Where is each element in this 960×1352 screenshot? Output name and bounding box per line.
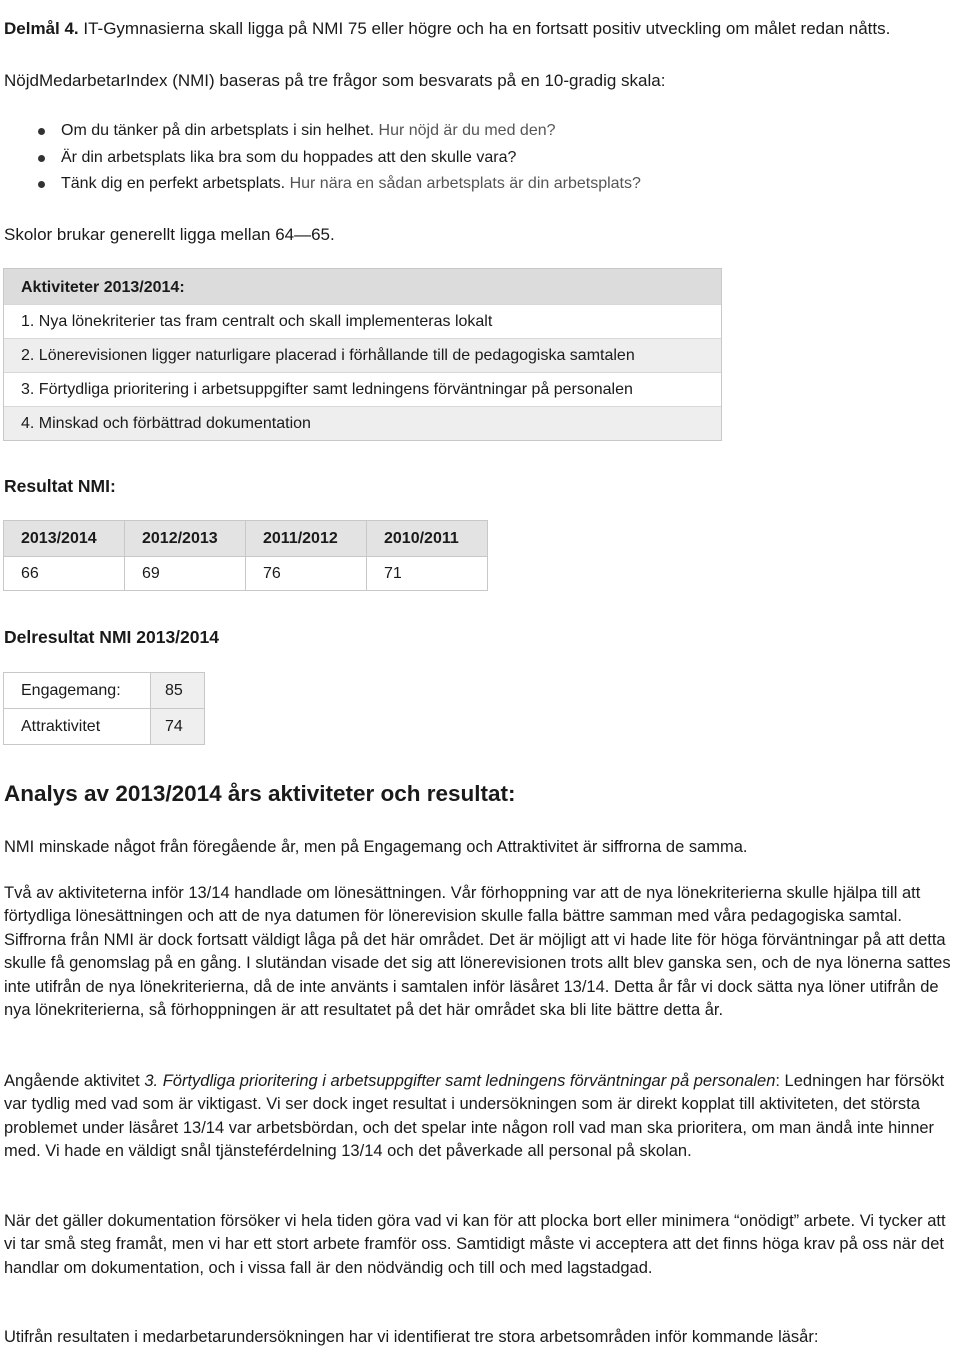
bullet-icon — [38, 155, 45, 162]
table-row — [4, 673, 205, 709]
list-item: Är din arbetsplats lika bra som du hoppades att den skulle vara? — [38, 145, 641, 172]
analysis-heading: Analys av 2013/2014 års aktiviteter och resultat: — [4, 781, 516, 806]
table-header-row — [4, 521, 488, 557]
header-cell: 2013/2014 — [4, 521, 125, 557]
header-cell: 2010/2011 — [367, 521, 488, 557]
nmi-intro: NöjdMedarbetarIndex (NMI) baseras på tre frågor som besvarats på en 10-gradig skala: — [4, 71, 666, 90]
table-row — [4, 557, 488, 591]
header-cell: 2011/2012 — [246, 521, 367, 557]
value-cell: 74 — [151, 709, 205, 745]
value-cell: 85 — [151, 673, 205, 709]
analysis-paragraph: Två av aktiviteterna inför 13/14 handlade om lönesättningen. Vår förhoppning var att de nya lönekriterierna skulle hjälpa till att förtydliga lönesättningen och att de nya datumen för lönerevision skulle falla bättre samman med våra pedagogiska samtal. Siffrorna från NMI är dock fortsatt väldigt låga på det här området. Det är möjligt att vi hade lite för höga förväntningar på att detta skulle få genomslag på en gång. I slutändan visade det sig att lönerevisionen trots allt blev ganska sen, och de nya lönerna sattes inte utifrån de nya lönekriterierna, då de inte använts i samtalen inför läsåret 13/14. Detta år får vi dock sätta nya löner utifrån de nya lönekriterierna, så förhoppningen är att resultatet på det här området ska bli lite bättre detta år. — [4, 884, 951, 1020]
goal-text: IT-Gymnasierna skall ligga på NMI 75 eller högre och ha en fortsatt positiv utveckling om målet redan nåtts. — [78, 19, 891, 38]
table-row — [4, 709, 205, 745]
question-list — [38, 118, 641, 198]
label-cell: Attraktivitet — [4, 709, 151, 745]
results-title: Resultat NMI: — [4, 476, 116, 496]
analysis-paragraph: Utifrån resultaten i medarbetarundersökningen har vi identifierat tre stora arbetsområden inför kommande läsår: — [4, 1328, 819, 1346]
activities-table — [3, 268, 722, 441]
bullet-icon — [38, 128, 45, 135]
value-cell: 69 — [125, 557, 246, 591]
activity-row: 4. Minskad och förbättrad dokumentation — [4, 406, 721, 440]
list-item: Om du tänker på din arbetsplats i sin helhet. Hur nöjd är du med den? — [38, 118, 641, 145]
label-cell: Engagemang: — [4, 673, 151, 709]
results-table — [3, 520, 488, 591]
bullet-icon — [38, 181, 45, 188]
goal-label: Delmål 4. — [4, 19, 79, 38]
activity-row: 3. Förtydliga prioritering i arbetsuppgifter samt ledningens förväntningar på personalen — [4, 372, 721, 406]
activities-title: Aktiviteter 2013/2014: — [4, 269, 721, 304]
typical-range-note: Skolor brukar generellt ligga mellan 64—65. — [4, 225, 335, 244]
activity-row: 1. Nya lönekriterier tas fram centralt och skall implementeras lokalt — [4, 304, 721, 338]
value-cell: 76 — [246, 557, 367, 591]
analysis-paragraph: När det gäller dokumentation försöker vi hela tiden göra vad vi kan för att plocka bort eller minimera “onödigt” arbete. Vi tycker att vi tar små steg framåt, men vi har ett stort arbete framför oss. Samtidigt måste vi acceptera att det finns höga krav på oss när det handlar om dokumentation, och i vissa fall är den nödvändig och till och med lagstadgad. — [4, 1212, 946, 1277]
goal-statement — [4, 17, 952, 40]
value-cell: 66 — [4, 557, 125, 591]
header-cell: 2012/2013 — [125, 521, 246, 557]
analysis-paragraph: Angående aktivitet 3. Förtydliga prioritering i arbetsuppgifter samt ledningens förväntningar på personalen: Ledningen har försökt var tydlig med vad som är viktigast. Vi ser dock inget resultat i undersökningen som är direkt kopplat till aktiviteten, det största problemet under läsåret 13/14 var arbetsbördan, och det spelar inte någon roll vad man ska prioritera, om man ändå inte hinner med. Vi hade en väldigt snål tjänsteférdelning 13/14 och det påverkade all personal på skolan. — [4, 1072, 945, 1161]
activity-reference: 3. Förtydliga prioritering i arbetsuppgifter samt ledningens förväntningar på personalen — [144, 1072, 776, 1090]
value-cell: 71 — [367, 557, 488, 591]
subresults-title: Delresultat NMI 2013/2014 — [4, 627, 219, 647]
activity-row: 2. Lönerevisionen ligger naturligare placerad i förhållande till de pedagogiska samtalen — [4, 338, 721, 372]
subresults-table — [3, 672, 205, 745]
analysis-paragraph: NMI minskade något från föregående år, men på Engagemang och Attraktivitet är siffrorna de samma. — [4, 838, 748, 856]
list-item: Tänk dig en perfekt arbetsplats. Hur nära en sådan arbetsplats är din arbetsplats? — [38, 171, 641, 198]
